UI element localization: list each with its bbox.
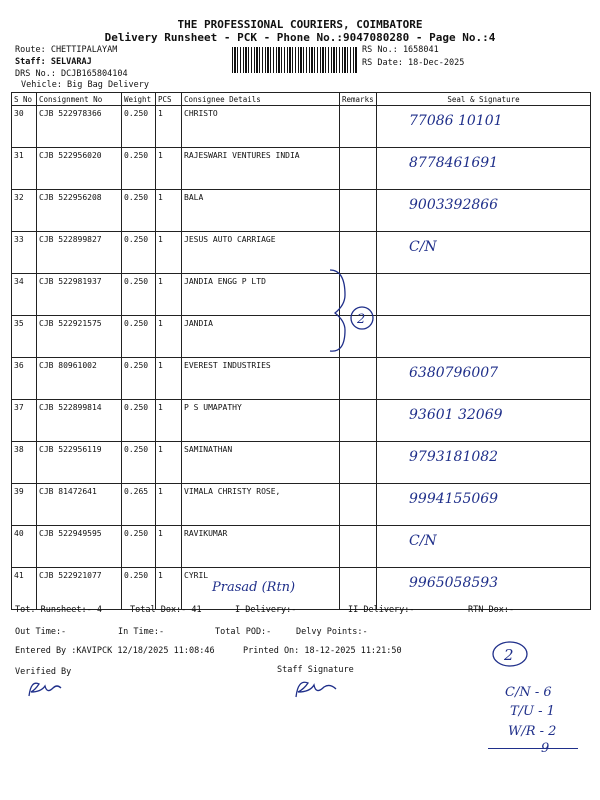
row-pcs (156, 442, 182, 484)
row-consignee-text: CHRISTO (184, 109, 218, 118)
row-signature-text: 9965058593 (409, 575, 499, 591)
row-sno (12, 400, 37, 442)
row-remarks (340, 106, 377, 148)
row-remarks (340, 526, 377, 568)
row-consignment-no-text: CJB 522956119 (39, 445, 102, 454)
row-weight (122, 400, 156, 442)
row-pcs (156, 358, 182, 400)
row-sno (12, 274, 37, 316)
row-consignment-no-text: CJB 522899827 (39, 235, 102, 244)
row-pcs-text: 1 (158, 403, 163, 412)
row-sno (12, 232, 37, 274)
row-consignee (182, 106, 340, 148)
note-tu: T/U - 1 (510, 704, 555, 719)
company-title: THE PROFESSIONAL COURIERS, COIMBATORE (177, 18, 423, 31)
row-sno-text: 34 (14, 277, 24, 286)
row-remarks (340, 484, 377, 526)
row-weight (122, 526, 156, 568)
table-row (12, 106, 591, 148)
row-consignee-text: RAJESWARI VENTURES INDIA (184, 151, 300, 160)
row-weight-text: 0.250 (124, 193, 149, 202)
row-pcs (156, 526, 182, 568)
row-signature (377, 484, 591, 526)
col-consignee: Consignee Details (182, 93, 340, 106)
row-consignee-text: VIMALA CHRISTY ROSE, (184, 487, 281, 496)
total-dox: Total Dox:- 41 (130, 605, 202, 615)
table-row (12, 568, 591, 610)
row-consignee (182, 190, 340, 232)
row-sno (12, 442, 37, 484)
row-sno-text: 40 (14, 529, 24, 538)
row-pcs (156, 274, 182, 316)
row-signature (377, 148, 591, 190)
row-sno-text: 32 (14, 193, 24, 202)
row-signature (377, 316, 591, 358)
row-sno (12, 358, 37, 400)
row-consignee (182, 400, 340, 442)
row-pcs-text: 1 (158, 571, 163, 580)
row-consignee (182, 232, 340, 274)
row-sno (12, 568, 37, 610)
row-sno-text: 35 (14, 319, 24, 328)
row-pcs (156, 316, 182, 358)
row-pcs-text: 1 (158, 319, 163, 328)
row-consignment-no-text: CJB 522899814 (39, 403, 102, 412)
table-row (12, 442, 591, 484)
row-weight (122, 274, 156, 316)
table-row (12, 148, 591, 190)
row-consignee-text: JANDIA (184, 319, 213, 328)
col-signature: Seal & Signature (377, 93, 591, 106)
table-row (12, 526, 591, 568)
row-sno-text: 37 (14, 403, 24, 412)
table-row (12, 274, 591, 316)
row-consignment-no (37, 526, 122, 568)
row-remarks (340, 358, 377, 400)
row-consignment-no (37, 358, 122, 400)
row-weight (122, 232, 156, 274)
row-signature-text: 77086 10101 (409, 113, 503, 129)
row-consignee (182, 358, 340, 400)
row-consignment-no (37, 484, 122, 526)
row-sno-text: 36 (14, 361, 24, 370)
row-signature-text: 9003392866 (409, 197, 499, 213)
row-consignment-no-text: CJB 81472641 (39, 487, 97, 496)
row-signature (377, 526, 591, 568)
row-consignment-no-text: CJB 522956020 (39, 151, 102, 160)
rtn-dox: RTN Dox:- (468, 605, 515, 615)
table-row (12, 358, 591, 400)
row-signature-text: 6380796007 (409, 365, 499, 381)
note-cn: C/N - 6 (505, 685, 552, 700)
row-weight (122, 442, 156, 484)
col-weight: Weight (122, 93, 156, 106)
row-weight (122, 106, 156, 148)
row-consignment-no (37, 442, 122, 484)
row-weight-text: 0.250 (124, 445, 149, 454)
vehicle-label: Vehicle: Big Bag Delivery (21, 80, 149, 90)
rs-date: RS Date: 18-Dec-2025 (362, 58, 465, 68)
table-row (12, 232, 591, 274)
row-sno-text: 39 (14, 487, 24, 496)
note-total: 9 (541, 741, 550, 756)
staff-signature-mark (292, 675, 342, 703)
row-remarks (340, 148, 377, 190)
row-consignee (182, 442, 340, 484)
row-weight (122, 484, 156, 526)
notes-underline (488, 748, 578, 749)
table-row (12, 484, 591, 526)
row-consignee (182, 148, 340, 190)
row-consignment-no-text: CJB 522921077 (39, 571, 102, 580)
row-consignment-no (37, 316, 122, 358)
row-consignee-text: P S UMAPATHY (184, 403, 242, 412)
row-pcs (156, 148, 182, 190)
row-signature (377, 358, 591, 400)
row-pcs (156, 232, 182, 274)
row-consignment-no (37, 148, 122, 190)
row-signature-text: 9793181082 (409, 449, 499, 465)
row-consignee-text: BALA (184, 193, 204, 202)
row-consignee-text: RAVIKUMAR (184, 529, 228, 538)
row-pcs (156, 484, 182, 526)
row-pcs-text: 1 (158, 529, 163, 538)
row-weight-text: 0.250 (124, 571, 149, 580)
row-signature-text: C/N (409, 239, 437, 255)
page-circle-number: 2 (504, 646, 514, 664)
row-remarks (340, 400, 377, 442)
verified-by-label: Verified By (15, 667, 72, 677)
row-signature (377, 190, 591, 232)
in-time: In Time:- (118, 627, 165, 637)
cyril-return-note: Prasad (Rtn) (212, 580, 296, 595)
barcode (232, 47, 357, 73)
page-circle-mark (490, 638, 530, 670)
delvy-points: Delvy Points:- (296, 627, 368, 637)
row-weight-text: 0.250 (124, 361, 149, 370)
col-remarks: Remarks (340, 93, 377, 106)
runsheet-subtitle: Delivery Runsheet - PCK - Phone No.:9047080280 - Page No.:4 (104, 31, 496, 44)
row-sno-text: 31 (14, 151, 24, 160)
row-consignment-no-text: CJB 522949595 (39, 529, 102, 538)
row-weight-text: 0.250 (124, 403, 149, 412)
rs-number: RS No.: 1658041 (362, 45, 439, 55)
row-consignment-no-text: CJB 80961002 (39, 361, 97, 370)
row-signature-text: C/N (409, 533, 437, 549)
row-pcs-text: 1 (158, 109, 163, 118)
row-consignee (182, 274, 340, 316)
row-weight (122, 316, 156, 358)
printed-on: Printed On: 18-12-2025 11:21:50 (243, 646, 402, 656)
row-consignment-no-text: CJB 522978366 (39, 109, 102, 118)
row-sno (12, 106, 37, 148)
row-weight (122, 568, 156, 610)
out-time: Out Time:- (15, 627, 67, 637)
row-consignment-no (37, 106, 122, 148)
row-consignee-text: EVEREST INDUSTRIES (184, 361, 271, 370)
row-pcs-text: 1 (158, 193, 163, 202)
drs-number: DRS No.: DCJB165804104 (15, 69, 128, 79)
row-pcs-text: 1 (158, 151, 163, 160)
row-sno (12, 148, 37, 190)
row-signature (377, 400, 591, 442)
row-consignment-no (37, 274, 122, 316)
staff-signature-label: Staff Signature (277, 665, 354, 675)
row-consignment-no-text: CJB 522921575 (39, 319, 102, 328)
row-weight-text: 0.250 (124, 529, 149, 538)
row-pcs-text: 1 (158, 235, 163, 244)
row-weight-text: 0.250 (124, 235, 149, 244)
row-weight (122, 148, 156, 190)
row-pcs-text: 1 (158, 277, 163, 286)
row-remarks (340, 568, 377, 610)
row-signature (377, 568, 591, 610)
runsheet-table (11, 92, 591, 610)
total-pod: Total POD:- (215, 627, 272, 637)
verified-signature (25, 676, 65, 702)
row-consignment-no (37, 568, 122, 610)
row-pcs-text: 1 (158, 361, 163, 370)
note-wr: W/R - 2 (508, 724, 557, 739)
row-pcs (156, 568, 182, 610)
row-sno (12, 316, 37, 358)
row-signature (377, 274, 591, 316)
col-consignment: Consignment No (37, 93, 122, 106)
row-consignee-text: CYRIL (184, 571, 209, 580)
row-consignment-no (37, 232, 122, 274)
row-consignment-no (37, 190, 122, 232)
row-sno-text: 38 (14, 445, 24, 454)
row-signature-text: 8778461691 (409, 155, 499, 171)
row-pcs (156, 400, 182, 442)
row-consignment-no-text: CJB 522956208 (39, 193, 102, 202)
row-consignee (182, 526, 340, 568)
row-signature (377, 442, 591, 484)
jandia-bracket-number: 2 (357, 312, 366, 327)
row-consignment-no-text: CJB 522981937 (39, 277, 102, 286)
table-row (12, 400, 591, 442)
row-consignment-no (37, 400, 122, 442)
jandia-bracket (320, 265, 380, 355)
row-weight-text: 0.250 (124, 319, 149, 328)
row-signature-text: 9994155069 (409, 491, 499, 507)
row-signature (377, 232, 591, 274)
row-consignee (182, 484, 340, 526)
col-sno: S No (12, 93, 37, 106)
row-sno (12, 190, 37, 232)
row-weight (122, 190, 156, 232)
row-pcs-text: 1 (158, 445, 163, 454)
row-pcs-text: 1 (158, 487, 163, 496)
row-signature (377, 106, 591, 148)
row-signature-text: 93601 32069 (409, 407, 503, 423)
table-row (12, 316, 591, 358)
row-sno (12, 526, 37, 568)
row-consignee-text: SAMINATHAN (184, 445, 233, 454)
row-consignee-text: JANDIA ENGG P LTD (184, 277, 266, 286)
col-pcs: PCS (156, 93, 182, 106)
tot-runsheet: Tot. Runsheet:- 4 (15, 605, 102, 615)
row-sno (12, 484, 37, 526)
entered-by: Entered By :KAVIPCK 12/18/2025 11:08:46 (15, 646, 215, 656)
i-delivery: I Delivery:- (235, 605, 297, 615)
row-sno-text: 30 (14, 109, 24, 118)
table-row (12, 190, 591, 232)
table-header-row (12, 93, 591, 106)
staff-label: Staff: SELVARAJ (15, 57, 92, 67)
row-weight (122, 358, 156, 400)
route-label: Route: CHETTIPALAYAM (15, 45, 118, 55)
row-consignee (182, 316, 340, 358)
row-weight-text: 0.250 (124, 151, 149, 160)
row-remarks (340, 190, 377, 232)
row-weight-text: 0.250 (124, 277, 149, 286)
row-remarks (340, 442, 377, 484)
row-weight-text: 0.250 (124, 109, 149, 118)
row-sno-text: 33 (14, 235, 24, 244)
ii-delivery: II Delivery:- (348, 605, 415, 615)
row-weight-text: 0.265 (124, 487, 149, 496)
row-pcs (156, 190, 182, 232)
row-sno-text: 41 (14, 571, 24, 580)
row-consignee-text: JESUS AUTO CARRIAGE (184, 235, 276, 244)
row-pcs (156, 106, 182, 148)
